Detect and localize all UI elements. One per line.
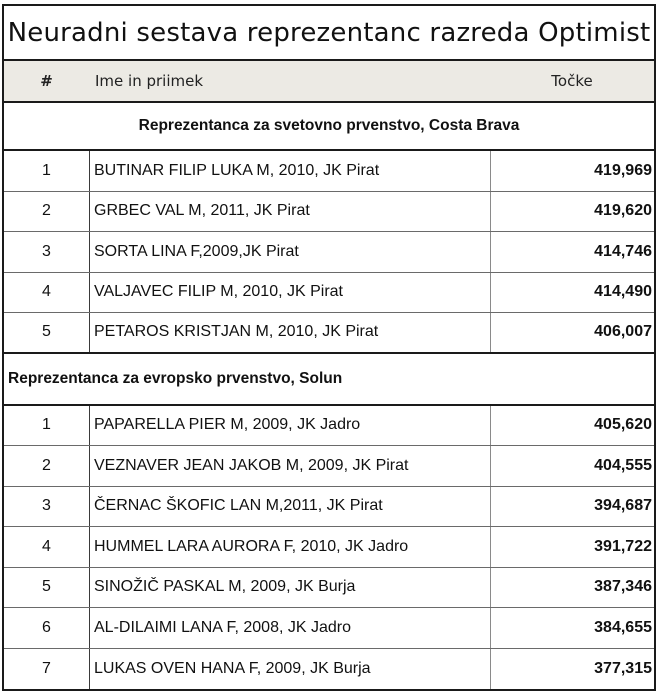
table-row bbox=[4, 273, 654, 314]
row-name: BUTINAR FILIP LUKA M, 2010, JK Pirat bbox=[90, 151, 491, 191]
table-row bbox=[4, 487, 654, 528]
row-number: 1 bbox=[4, 406, 90, 446]
row-points: 377,315 bbox=[594, 659, 652, 677]
column-header-points: Točke bbox=[551, 72, 593, 90]
row-name: GRBEC VAL M, 2011, JK Pirat bbox=[90, 192, 491, 232]
table-row bbox=[4, 151, 654, 192]
row-number: 4 bbox=[4, 273, 90, 313]
row-points: 405,620 bbox=[594, 416, 652, 434]
row-name: VEZNAVER JEAN JAKOB M, 2009, JK Pirat bbox=[90, 446, 491, 486]
table-row bbox=[4, 649, 654, 690]
row-number: 3 bbox=[4, 487, 90, 527]
row-number: 2 bbox=[4, 192, 90, 232]
row-name: SORTA LINA F,2009,JK Pirat bbox=[90, 232, 491, 272]
row-points: 414,490 bbox=[594, 283, 652, 301]
row-points: 419,620 bbox=[594, 202, 652, 220]
row-points: 404,555 bbox=[594, 456, 652, 474]
row-name: HUMMEL LARA AURORA F, 2010, JK Jadro bbox=[90, 527, 491, 567]
row-name: PAPARELLA PIER M, 2009, JK Jadro bbox=[90, 406, 491, 446]
table-row bbox=[4, 192, 654, 233]
row-points: 419,969 bbox=[594, 161, 652, 179]
row-points: 414,746 bbox=[594, 242, 652, 260]
row-number: 2 bbox=[4, 446, 90, 486]
section-world-championship-rows bbox=[4, 151, 654, 354]
row-number: 3 bbox=[4, 232, 90, 272]
row-points: 384,655 bbox=[594, 618, 652, 636]
section-heading-world-championship: Reprezentanca za svetovno prvenstvo, Costa Brava bbox=[4, 103, 654, 151]
table-row bbox=[4, 313, 654, 354]
row-points: 387,346 bbox=[594, 578, 652, 596]
row-points: 406,007 bbox=[594, 323, 652, 341]
row-number: 5 bbox=[4, 568, 90, 608]
ranking-table bbox=[2, 4, 656, 691]
table-row bbox=[4, 527, 654, 568]
row-number: 4 bbox=[4, 527, 90, 567]
row-points: 391,722 bbox=[594, 537, 652, 555]
column-header-row bbox=[4, 61, 654, 103]
column-header-number: # bbox=[40, 72, 53, 90]
row-name: LUKAS OVEN HANA F, 2009, JK Burja bbox=[90, 649, 491, 690]
row-name: SINOŽIČ PASKAL M, 2009, JK Burja bbox=[90, 568, 491, 608]
row-name: PETAROS KRISTJAN M, 2010, JK Pirat bbox=[90, 313, 491, 352]
row-points: 394,687 bbox=[594, 497, 652, 515]
section-heading-european-championship: Reprezentanca za evropsko prvenstvo, Solun bbox=[4, 354, 654, 406]
row-number: 1 bbox=[4, 151, 90, 191]
row-number: 5 bbox=[4, 313, 90, 352]
row-name: ČERNAC ŠKOFIC LAN M,2011, JK Pirat bbox=[90, 487, 491, 527]
row-name: AL-DILAIMI LANA F, 2008, JK Jadro bbox=[90, 608, 491, 648]
table-title: Neuradni sestava reprezentanc razreda Optimist bbox=[4, 6, 654, 61]
table-row bbox=[4, 446, 654, 487]
table-row bbox=[4, 232, 654, 273]
row-number: 7 bbox=[4, 649, 90, 690]
table-row bbox=[4, 406, 654, 447]
table-row bbox=[4, 608, 654, 649]
table-row bbox=[4, 568, 654, 609]
row-name: VALJAVEC FILIP M, 2010, JK Pirat bbox=[90, 273, 491, 313]
section-european-championship-rows bbox=[4, 406, 654, 690]
row-number: 6 bbox=[4, 608, 90, 648]
column-header-name: Ime in priimek bbox=[95, 72, 204, 90]
